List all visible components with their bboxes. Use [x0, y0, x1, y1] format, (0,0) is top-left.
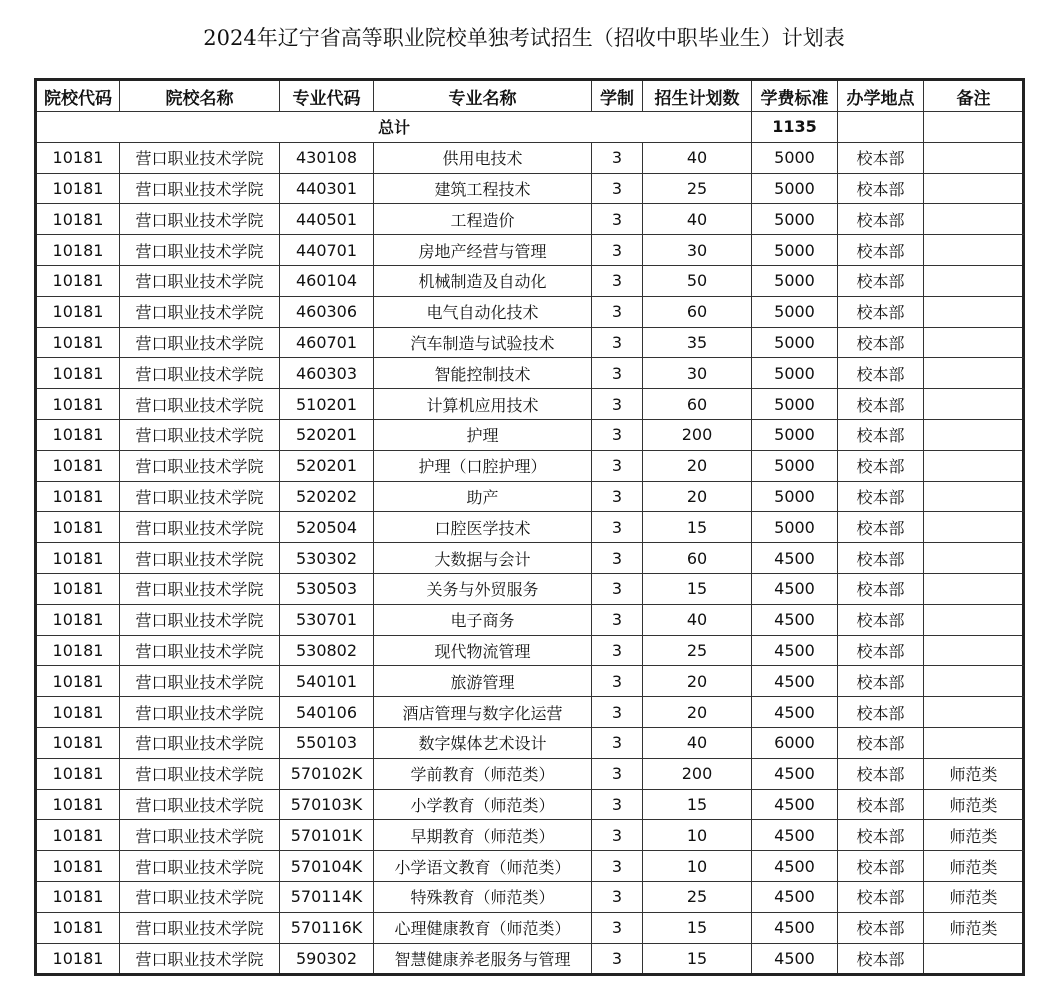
- plan-count-cell: 60: [643, 389, 752, 420]
- table-row: [36, 265, 1024, 296]
- tuition-cell: 4500: [752, 666, 838, 697]
- plan-count-cell: 60: [643, 296, 752, 327]
- major-name-cell: 酒店管理与数字化运营: [374, 697, 592, 728]
- major-name-cell: 早期教育（师范类）: [374, 820, 592, 851]
- plan-count-cell: 10: [643, 851, 752, 882]
- header-remark: 备注: [924, 80, 1024, 112]
- school-name-cell: 营口职业技术学院: [120, 296, 280, 327]
- school-name-cell: 营口职业技术学院: [120, 912, 280, 943]
- remark-cell: [924, 512, 1024, 543]
- campus-cell: 校本部: [838, 481, 924, 512]
- table-row: [36, 481, 1024, 512]
- duration-cell: 3: [592, 389, 643, 420]
- school-code-cell: 10181: [36, 512, 120, 543]
- table-row: [36, 204, 1024, 235]
- school-code-cell: 10181: [36, 573, 120, 604]
- campus-cell: 校本部: [838, 820, 924, 851]
- remark-cell: 师范类: [924, 820, 1024, 851]
- school-name-cell: 营口职业技术学院: [120, 881, 280, 912]
- campus-cell: 校本部: [838, 204, 924, 235]
- campus-cell: 校本部: [838, 758, 924, 789]
- school-code-cell: 10181: [36, 943, 120, 975]
- major-code-cell: 530802: [280, 635, 374, 666]
- tuition-cell: 4500: [752, 851, 838, 882]
- remark-cell: [924, 481, 1024, 512]
- major-code-cell: 550103: [280, 727, 374, 758]
- remark-cell: [924, 327, 1024, 358]
- duration-cell: 3: [592, 327, 643, 358]
- header-major-name: 专业名称: [374, 80, 592, 112]
- school-code-cell: 10181: [36, 481, 120, 512]
- major-code-cell: 460303: [280, 358, 374, 389]
- tuition-cell: 5000: [752, 512, 838, 543]
- plan-count-cell: 40: [643, 727, 752, 758]
- table-row: [36, 389, 1024, 420]
- major-name-cell: 数字媒体艺术设计: [374, 727, 592, 758]
- school-code-cell: 10181: [36, 296, 120, 327]
- plan-count-cell: 15: [643, 573, 752, 604]
- campus-cell: 校本部: [838, 604, 924, 635]
- campus-cell: 校本部: [838, 327, 924, 358]
- major-code-cell: 520504: [280, 512, 374, 543]
- campus-cell: 校本部: [838, 943, 924, 975]
- campus-cell: 校本部: [838, 142, 924, 173]
- header-tuition: 学费标准: [752, 80, 838, 112]
- duration-cell: 3: [592, 543, 643, 574]
- school-name-cell: 营口职业技术学院: [120, 666, 280, 697]
- tuition-cell: 5000: [752, 389, 838, 420]
- campus-cell: 校本部: [838, 358, 924, 389]
- duration-cell: 3: [592, 296, 643, 327]
- school-code-cell: 10181: [36, 820, 120, 851]
- remark-cell: [924, 727, 1024, 758]
- tuition-cell: 5000: [752, 481, 838, 512]
- remark-cell: [924, 389, 1024, 420]
- campus-cell: 校本部: [838, 851, 924, 882]
- tuition-cell: 4500: [752, 820, 838, 851]
- table-row: [36, 851, 1024, 882]
- duration-cell: 3: [592, 881, 643, 912]
- duration-cell: 3: [592, 635, 643, 666]
- major-name-cell: 智能控制技术: [374, 358, 592, 389]
- school-name-cell: 营口职业技术学院: [120, 697, 280, 728]
- tuition-cell: 4500: [752, 697, 838, 728]
- school-name-cell: 营口职业技术学院: [120, 573, 280, 604]
- duration-cell: 3: [592, 142, 643, 173]
- major-code-cell: 570101K: [280, 820, 374, 851]
- major-name-cell: 助产: [374, 481, 592, 512]
- plan-count-cell: 25: [643, 635, 752, 666]
- table-row: [36, 573, 1024, 604]
- table-row: [36, 820, 1024, 851]
- table-row: [36, 912, 1024, 943]
- major-name-cell: 房地产经营与管理: [374, 235, 592, 266]
- school-name-cell: 营口职业技术学院: [120, 235, 280, 266]
- major-code-cell: 570116K: [280, 912, 374, 943]
- school-name-cell: 营口职业技术学院: [120, 758, 280, 789]
- table-row: [36, 142, 1024, 173]
- campus-cell: 校本部: [838, 543, 924, 574]
- enrollment-plan-table: [34, 78, 1025, 976]
- school-name-cell: 营口职业技术学院: [120, 327, 280, 358]
- tuition-cell: 5000: [752, 327, 838, 358]
- tuition-cell: 4500: [752, 789, 838, 820]
- duration-cell: 3: [592, 943, 643, 975]
- major-name-cell: 学前教育（师范类）: [374, 758, 592, 789]
- school-name-cell: 营口职业技术学院: [120, 635, 280, 666]
- school-code-cell: 10181: [36, 881, 120, 912]
- table-row: [36, 450, 1024, 481]
- remark-cell: 师范类: [924, 758, 1024, 789]
- major-code-cell: 440301: [280, 173, 374, 204]
- major-name-cell: 护理: [374, 419, 592, 450]
- major-code-cell: 570102K: [280, 758, 374, 789]
- duration-cell: 3: [592, 173, 643, 204]
- campus-cell: 校本部: [838, 635, 924, 666]
- duration-cell: 3: [592, 912, 643, 943]
- major-name-cell: 小学教育（师范类）: [374, 789, 592, 820]
- plan-count-cell: 30: [643, 235, 752, 266]
- major-code-cell: 460104: [280, 265, 374, 296]
- school-code-cell: 10181: [36, 635, 120, 666]
- table-row: [36, 296, 1024, 327]
- major-name-cell: 特殊教育（师范类）: [374, 881, 592, 912]
- duration-cell: 3: [592, 512, 643, 543]
- campus-cell: 校本部: [838, 727, 924, 758]
- plan-count-cell: 15: [643, 789, 752, 820]
- school-name-cell: 营口职业技术学院: [120, 481, 280, 512]
- tuition-cell: 5000: [752, 204, 838, 235]
- school-code-cell: 10181: [36, 327, 120, 358]
- table-row: [36, 419, 1024, 450]
- school-code-cell: 10181: [36, 204, 120, 235]
- header-campus: 办学地点: [838, 80, 924, 112]
- tuition-cell: 4500: [752, 573, 838, 604]
- school-code-cell: 10181: [36, 758, 120, 789]
- tuition-cell: 5000: [752, 419, 838, 450]
- plan-count-cell: 40: [643, 204, 752, 235]
- school-name-cell: 营口职业技术学院: [120, 727, 280, 758]
- remark-cell: [924, 173, 1024, 204]
- school-name-cell: 营口职业技术学院: [120, 358, 280, 389]
- plan-count-cell: 30: [643, 358, 752, 389]
- major-name-cell: 旅游管理: [374, 666, 592, 697]
- major-code-cell: 570103K: [280, 789, 374, 820]
- remark-cell: [924, 635, 1024, 666]
- school-name-cell: 营口职业技术学院: [120, 820, 280, 851]
- remark-cell: [924, 697, 1024, 728]
- remark-cell: [924, 450, 1024, 481]
- tuition-cell: 4500: [752, 758, 838, 789]
- header-school-name: 院校名称: [120, 80, 280, 112]
- campus-cell: 校本部: [838, 697, 924, 728]
- major-name-cell: 智慧健康养老服务与管理: [374, 943, 592, 975]
- remark-cell: [924, 943, 1024, 975]
- remark-cell: [924, 296, 1024, 327]
- school-code-cell: 10181: [36, 389, 120, 420]
- duration-cell: 3: [592, 358, 643, 389]
- campus-cell: 校本部: [838, 419, 924, 450]
- remark-cell: [924, 573, 1024, 604]
- duration-cell: 3: [592, 419, 643, 450]
- plan-count-cell: 15: [643, 943, 752, 975]
- school-name-cell: 营口职业技术学院: [120, 604, 280, 635]
- major-code-cell: 570104K: [280, 851, 374, 882]
- major-code-cell: 540101: [280, 666, 374, 697]
- remark-cell: [924, 419, 1024, 450]
- plan-count-cell: 15: [643, 512, 752, 543]
- remark-cell: [924, 543, 1024, 574]
- duration-cell: 3: [592, 697, 643, 728]
- remark-cell: 师范类: [924, 881, 1024, 912]
- school-code-cell: 10181: [36, 142, 120, 173]
- school-name-cell: 营口职业技术学院: [120, 204, 280, 235]
- campus-cell: 校本部: [838, 573, 924, 604]
- school-code-cell: 10181: [36, 173, 120, 204]
- campus-cell: 校本部: [838, 265, 924, 296]
- major-code-cell: 520202: [280, 481, 374, 512]
- major-code-cell: 590302: [280, 943, 374, 975]
- tuition-cell: 5000: [752, 142, 838, 173]
- tuition-cell: 4500: [752, 912, 838, 943]
- table-row: [36, 727, 1024, 758]
- campus-cell: 校本部: [838, 666, 924, 697]
- plan-count-cell: 20: [643, 666, 752, 697]
- major-name-cell: 汽车制造与试验技术: [374, 327, 592, 358]
- major-name-cell: 护理（口腔护理）: [374, 450, 592, 481]
- tuition-cell: 4500: [752, 943, 838, 975]
- duration-cell: 3: [592, 573, 643, 604]
- plan-count-cell: 15: [643, 912, 752, 943]
- tuition-cell: 4500: [752, 881, 838, 912]
- plan-count-cell: 200: [643, 419, 752, 450]
- header-plan-count: 招生计划数: [643, 80, 752, 112]
- campus-cell: 校本部: [838, 389, 924, 420]
- plan-count-cell: 20: [643, 450, 752, 481]
- school-code-cell: 10181: [36, 666, 120, 697]
- remark-cell: [924, 265, 1024, 296]
- table-row: [36, 789, 1024, 820]
- school-name-cell: 营口职业技术学院: [120, 173, 280, 204]
- major-name-cell: 电气自动化技术: [374, 296, 592, 327]
- plan-count-cell: 20: [643, 697, 752, 728]
- tuition-cell: 5000: [752, 358, 838, 389]
- school-code-cell: 10181: [36, 419, 120, 450]
- remark-cell: [924, 235, 1024, 266]
- tuition-cell: 6000: [752, 727, 838, 758]
- major-code-cell: 460701: [280, 327, 374, 358]
- duration-cell: 3: [592, 727, 643, 758]
- plan-count-cell: 35: [643, 327, 752, 358]
- plan-count-cell: 40: [643, 142, 752, 173]
- campus-cell: 校本部: [838, 789, 924, 820]
- plan-count-cell: 200: [643, 758, 752, 789]
- school-code-cell: 10181: [36, 265, 120, 296]
- empty-cell: [838, 112, 924, 143]
- major-code-cell: 440501: [280, 204, 374, 235]
- school-name-cell: 营口职业技术学院: [120, 851, 280, 882]
- major-code-cell: 570114K: [280, 881, 374, 912]
- table-row: [36, 358, 1024, 389]
- school-name-cell: 营口职业技术学院: [120, 389, 280, 420]
- campus-cell: 校本部: [838, 235, 924, 266]
- remark-cell: [924, 666, 1024, 697]
- school-name-cell: 营口职业技术学院: [120, 543, 280, 574]
- major-name-cell: 口腔医学技术: [374, 512, 592, 543]
- duration-cell: 3: [592, 666, 643, 697]
- school-name-cell: 营口职业技术学院: [120, 450, 280, 481]
- duration-cell: 3: [592, 758, 643, 789]
- campus-cell: 校本部: [838, 512, 924, 543]
- tuition-cell: 5000: [752, 173, 838, 204]
- plan-count-cell: 40: [643, 604, 752, 635]
- campus-cell: 校本部: [838, 450, 924, 481]
- school-code-cell: 10181: [36, 789, 120, 820]
- remark-cell: [924, 604, 1024, 635]
- major-name-cell: 关务与外贸服务: [374, 573, 592, 604]
- tuition-cell: 5000: [752, 450, 838, 481]
- plan-count-cell: 60: [643, 543, 752, 574]
- header-duration: 学制: [592, 80, 643, 112]
- duration-cell: 3: [592, 820, 643, 851]
- table-row: [36, 943, 1024, 975]
- major-code-cell: 440701: [280, 235, 374, 266]
- table-row: [36, 635, 1024, 666]
- plan-count-cell: 25: [643, 881, 752, 912]
- document-title: 2024年辽宁省高等职业院校单独考试招生（招收中职毕业生）计划表: [203, 26, 845, 50]
- duration-cell: 3: [592, 204, 643, 235]
- campus-cell: 校本部: [838, 881, 924, 912]
- empty-cell: [924, 112, 1024, 143]
- tuition-cell: 5000: [752, 265, 838, 296]
- remark-cell: [924, 358, 1024, 389]
- school-code-cell: 10181: [36, 697, 120, 728]
- major-code-cell: 540106: [280, 697, 374, 728]
- tuition-cell: 4500: [752, 543, 838, 574]
- major-code-cell: 430108: [280, 142, 374, 173]
- major-code-cell: 510201: [280, 389, 374, 420]
- major-name-cell: 电子商务: [374, 604, 592, 635]
- table-row: [36, 758, 1024, 789]
- remark-cell: 师范类: [924, 851, 1024, 882]
- major-code-cell: 460306: [280, 296, 374, 327]
- plan-count-cell: 10: [643, 820, 752, 851]
- duration-cell: 3: [592, 235, 643, 266]
- table-row: [36, 512, 1024, 543]
- school-code-cell: 10181: [36, 235, 120, 266]
- tuition-cell: 4500: [752, 604, 838, 635]
- remark-cell: [924, 204, 1024, 235]
- table-row: [36, 881, 1024, 912]
- campus-cell: 校本部: [838, 173, 924, 204]
- school-code-cell: 10181: [36, 358, 120, 389]
- total-label: 总计: [36, 112, 752, 143]
- major-name-cell: 心理健康教育（师范类）: [374, 912, 592, 943]
- campus-cell: 校本部: [838, 912, 924, 943]
- tuition-cell: 5000: [752, 296, 838, 327]
- duration-cell: 3: [592, 265, 643, 296]
- campus-cell: 校本部: [838, 296, 924, 327]
- header-row: [36, 80, 1024, 112]
- major-name-cell: 小学语文教育（师范类）: [374, 851, 592, 882]
- major-code-cell: 520201: [280, 450, 374, 481]
- major-name-cell: 机械制造及自动化: [374, 265, 592, 296]
- major-code-cell: 530302: [280, 543, 374, 574]
- table-row: [36, 173, 1024, 204]
- total-plan: 1135: [752, 112, 838, 143]
- major-code-cell: 530503: [280, 573, 374, 604]
- major-name-cell: 工程造价: [374, 204, 592, 235]
- major-name-cell: 现代物流管理: [374, 635, 592, 666]
- tuition-cell: 5000: [752, 235, 838, 266]
- major-name-cell: 大数据与会计: [374, 543, 592, 574]
- school-name-cell: 营口职业技术学院: [120, 789, 280, 820]
- school-code-cell: 10181: [36, 851, 120, 882]
- major-code-cell: 520201: [280, 419, 374, 450]
- plan-count-cell: 25: [643, 173, 752, 204]
- remark-cell: 师范类: [924, 912, 1024, 943]
- header-school-code: 院校代码: [36, 80, 120, 112]
- plan-count-cell: 50: [643, 265, 752, 296]
- duration-cell: 3: [592, 481, 643, 512]
- duration-cell: 3: [592, 604, 643, 635]
- school-name-cell: 营口职业技术学院: [120, 142, 280, 173]
- tuition-cell: 4500: [752, 635, 838, 666]
- major-name-cell: 建筑工程技术: [374, 173, 592, 204]
- major-code-cell: 530701: [280, 604, 374, 635]
- school-name-cell: 营口职业技术学院: [120, 419, 280, 450]
- duration-cell: 3: [592, 789, 643, 820]
- table-row: [36, 327, 1024, 358]
- duration-cell: 3: [592, 450, 643, 481]
- school-name-cell: 营口职业技术学院: [120, 265, 280, 296]
- school-name-cell: 营口职业技术学院: [120, 943, 280, 975]
- table-row: [36, 543, 1024, 574]
- header-major-code: 专业代码: [280, 80, 374, 112]
- school-code-cell: 10181: [36, 727, 120, 758]
- table-row: [36, 666, 1024, 697]
- table-row: [36, 604, 1024, 635]
- remark-cell: [924, 142, 1024, 173]
- plan-count-cell: 20: [643, 481, 752, 512]
- major-name-cell: 计算机应用技术: [374, 389, 592, 420]
- remark-cell: 师范类: [924, 789, 1024, 820]
- table-row: [36, 235, 1024, 266]
- school-code-cell: 10181: [36, 604, 120, 635]
- duration-cell: 3: [592, 851, 643, 882]
- table-row: [36, 697, 1024, 728]
- school-code-cell: 10181: [36, 912, 120, 943]
- school-code-cell: 10181: [36, 450, 120, 481]
- total-row: [36, 112, 1024, 143]
- school-name-cell: 营口职业技术学院: [120, 512, 280, 543]
- school-code-cell: 10181: [36, 543, 120, 574]
- major-name-cell: 供用电技术: [374, 142, 592, 173]
